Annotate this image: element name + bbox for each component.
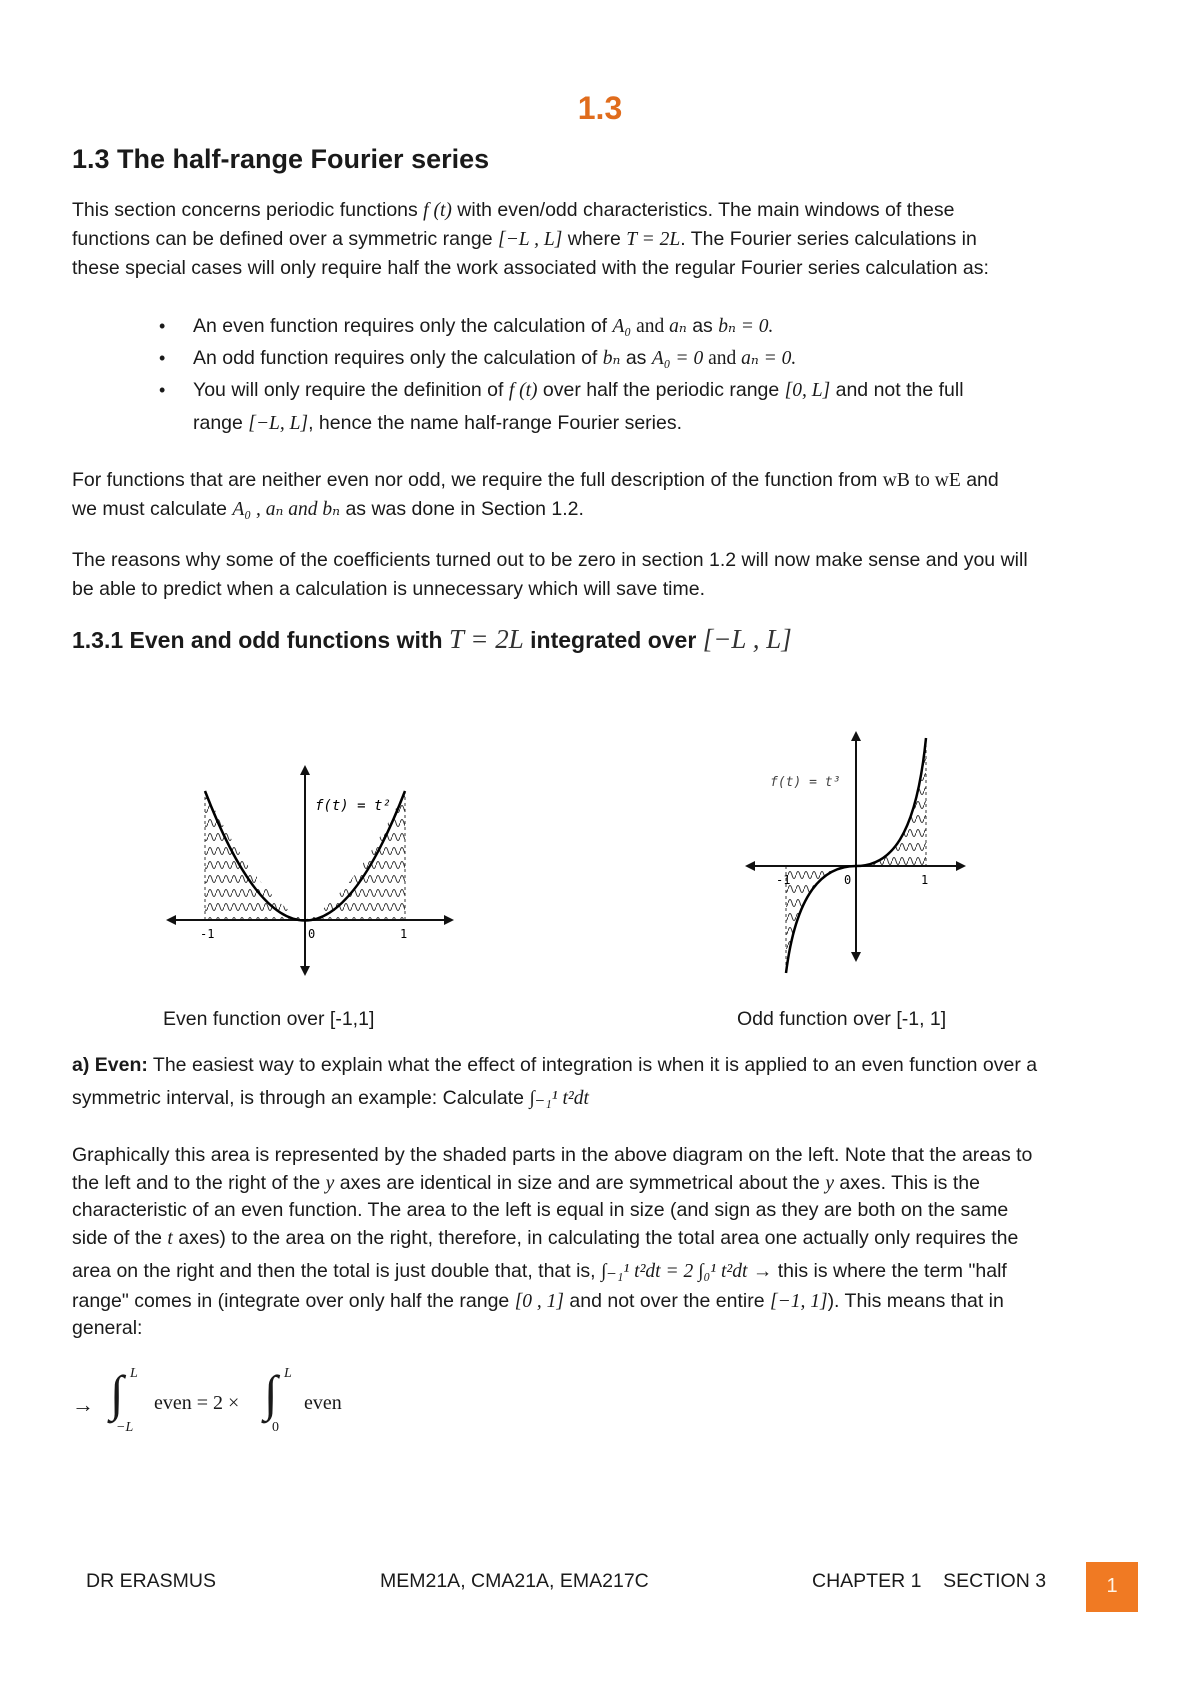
footer-courses: MEM21A, CMA21A, EMA217C — [380, 1570, 649, 1592]
bullet-odd: • An odd function requires only the calculation of bₙ as A₀ = 0 and aₙ = 0. — [193, 342, 1133, 375]
subsection-heading: 1.3.1 Even and odd functions with T = 2L integrated over [−L , L] — [72, 624, 792, 654]
odd-tick-1: 1 — [921, 873, 929, 887]
chapter-number: 1.3 — [577, 90, 623, 126]
odd-figure-caption: Odd function over [-1, 1] — [737, 1008, 947, 1030]
even-x-arrow-left — [166, 915, 176, 925]
odd-tick-minus-1: -1 — [776, 873, 791, 887]
odd-tick-0: 0 — [844, 873, 852, 887]
odd-x-arrow-left — [745, 861, 755, 871]
bullet-half-range: • You will only require the definition of f (t) over half the periodic range [0, L] and not the full range [−L, L], hence the name half-range Fourier series. — [193, 374, 1133, 440]
odd-function-label: f(t) = t³ — [770, 775, 841, 790]
lower-limit-left: −L — [116, 1420, 134, 1435]
even-y-arrow-up — [300, 765, 310, 775]
integral-sign-right: ∫ — [264, 1365, 278, 1421]
formula-rhs: even — [304, 1392, 342, 1414]
section-heading: 1.3 The half-range Fourier series — [72, 144, 490, 174]
even-x-arrow-right — [444, 915, 454, 925]
reasons-paragraph: The reasons why some of the coefficients turned out to be zero in section 1.2 will now make sense and you will be able to predict when a calculation is unnecessary which will save time. — [72, 549, 1028, 600]
graphical-paragraph: Graphically this area is represented by the shaded parts in the above diagram on the left. Note that the areas to the left and to the right of the y axes are identical in size and are symmetrical about the y axes. This is the characteristic of an even function. The area to the left is equal in size (and sign as they are both on the same side of the t axes) to the area on the right, therefore, in calculating the total area one actually only requires the area on the right and then the total is just double that, that is, ∫₋₁¹ t²dt = 2 ∫₀¹ t²dt → this is where the term "half range" comes in (integrate over only half the range [0 , 1] and not over the entire [−1, 1]). This means that in general: — [72, 1144, 1033, 1339]
bullet-even: • An even function requires only the calculation of A₀ and aₙ as bₙ = 0. — [193, 310, 1133, 343]
upper-limit-right: L — [284, 1366, 292, 1381]
intro-line-1: This section concerns periodic functions f (t) with even/odd characteristics. The main windows of these — [72, 199, 955, 221]
page-number-badge: 1 — [1086, 1562, 1138, 1612]
even-left-shaded-area — [205, 791, 305, 920]
even-tick-0: 0 — [308, 927, 316, 941]
even-function-figure — [160, 760, 460, 980]
even-function-label: f(t) = t² — [315, 798, 391, 814]
odd-y-arrow-up — [851, 731, 861, 741]
neither-paragraph: For functions that are neither even nor odd, we require the full description of the function from wB to wE and we must calculate A₀ , aₙ and bₙ as was done in Section 1.2. — [72, 469, 999, 520]
intro-line-3: these special cases will only require half the work associated with the regular Fourier series calculation as: — [72, 257, 989, 279]
even-paragraph: a) Even: The easiest way to explain what the effect of integration is when it is applied to an even function over a symmetric interval, is through an example: Calculate ∫₋₁¹ t²dt — [72, 1054, 1038, 1109]
intro-paragraph — [72, 196, 1128, 283]
footer-chapter: CHAPTER 1 SECTION 3 — [812, 1570, 1047, 1592]
odd-function-figure — [740, 728, 970, 978]
intro-line-2: functions can be defined over a symmetric range [−L , L] where T = 2L. The Fourier series calculations in — [72, 228, 977, 250]
odd-y-arrow-down — [851, 952, 861, 962]
formula-arrow: → — [72, 1392, 94, 1417]
upper-limit-left: L — [130, 1366, 138, 1381]
integral-sign-left: ∫ — [110, 1365, 124, 1421]
formula-lhs: even = 2 × — [154, 1392, 240, 1414]
even-tick-1: 1 — [400, 927, 408, 941]
lower-limit-right: 0 — [272, 1420, 279, 1435]
even-figure-caption: Even function over [-1,1] — [163, 1008, 375, 1030]
even-y-arrow-down — [300, 966, 310, 976]
half-range-formula — [72, 1365, 412, 1450]
odd-x-arrow-right — [956, 861, 966, 871]
even-tick-minus-1: -1 — [200, 927, 215, 941]
footer-author: DR ERASMUS — [86, 1570, 217, 1592]
